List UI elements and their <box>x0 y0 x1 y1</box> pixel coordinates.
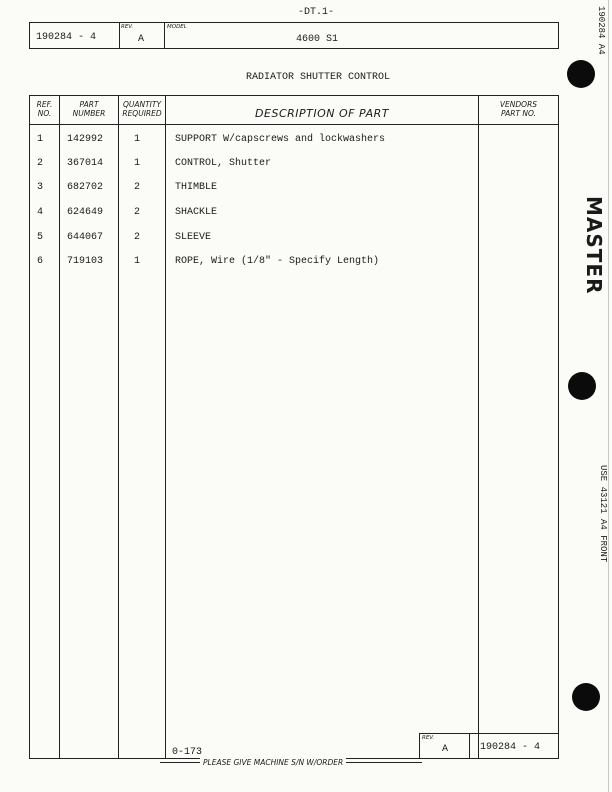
row-quantity: 1 <box>134 158 141 169</box>
row-quantity: 1 <box>134 134 141 145</box>
header-rev-label: REV. <box>121 24 134 30</box>
row-quantity: 2 <box>134 232 141 243</box>
table-row <box>30 158 558 172</box>
footer-document-number: 190284 - 4 <box>480 742 541 753</box>
margin-document-id: 190284 A4 <box>596 6 606 55</box>
header-strip <box>29 22 559 49</box>
footer-rev-label: REV. <box>422 735 435 741</box>
row-part-number: 644067 <box>67 232 104 243</box>
row-quantity: 1 <box>134 256 141 267</box>
row-ref: 2 <box>37 158 44 169</box>
row-ref: 5 <box>37 232 44 243</box>
header-model-label: MODEL <box>167 24 187 30</box>
master-stamp: MASTER <box>582 196 606 295</box>
row-quantity: 2 <box>134 207 141 218</box>
row-description: SLEEVE <box>175 232 212 243</box>
row-description: ROPE, Wire (1/8" - Specify Length) <box>175 256 380 267</box>
row-description: THIMBLE <box>175 182 218 193</box>
row-part-number: 682702 <box>67 182 104 193</box>
header-document-number: 190284 - 4 <box>36 32 97 43</box>
parts-table <box>29 95 559 759</box>
section-title: RADIATOR SHUTTER CONTROL <box>246 72 391 83</box>
table-row <box>30 134 558 148</box>
column-header-part: PART NUMBER <box>72 100 106 118</box>
footer-box <box>419 733 558 758</box>
row-description: CONTROL, Shutter <box>175 158 272 169</box>
row-part-number: 719103 <box>67 256 104 267</box>
column-header-vendor: VENDORS PART NO. <box>499 100 538 118</box>
row-part-number: 367014 <box>67 158 104 169</box>
footer-code: 0-173 <box>172 747 203 758</box>
column-header-description: DESCRIPTION OF PART <box>255 107 389 120</box>
column-header-ref: REF. NO. <box>36 100 53 118</box>
row-description: SUPPORT W/capscrews and lockwashers <box>175 134 386 145</box>
row-ref: 3 <box>37 182 44 193</box>
table-row <box>30 207 558 221</box>
header-model-value: 4600 S1 <box>296 34 339 45</box>
margin-front-note: USE 43121 A4 FRONT <box>598 465 608 563</box>
table-row <box>30 182 558 196</box>
header-divider <box>30 124 558 125</box>
footer-rev-value: A <box>442 744 449 755</box>
binder-hole <box>567 60 595 88</box>
row-ref: 1 <box>37 134 44 145</box>
page-number: -DT.1- <box>298 7 335 18</box>
page-edge <box>608 0 609 792</box>
column-header-qty: QUANTITY REQUIRED <box>122 100 162 118</box>
footer-divider <box>469 734 470 758</box>
binder-hole <box>568 372 596 400</box>
row-quantity: 2 <box>134 182 141 193</box>
table-row <box>30 232 558 246</box>
row-part-number: 142992 <box>67 134 104 145</box>
footer-note: PLEASE GIVE MACHINE S/N W/ORDER <box>200 758 346 767</box>
binder-hole <box>572 683 600 711</box>
row-part-number: 624649 <box>67 207 104 218</box>
row-description: SHACKLE <box>175 207 218 218</box>
row-ref: 6 <box>37 256 44 267</box>
row-ref: 4 <box>37 207 44 218</box>
table-row <box>30 256 558 270</box>
header-rev-value: A <box>138 34 145 45</box>
